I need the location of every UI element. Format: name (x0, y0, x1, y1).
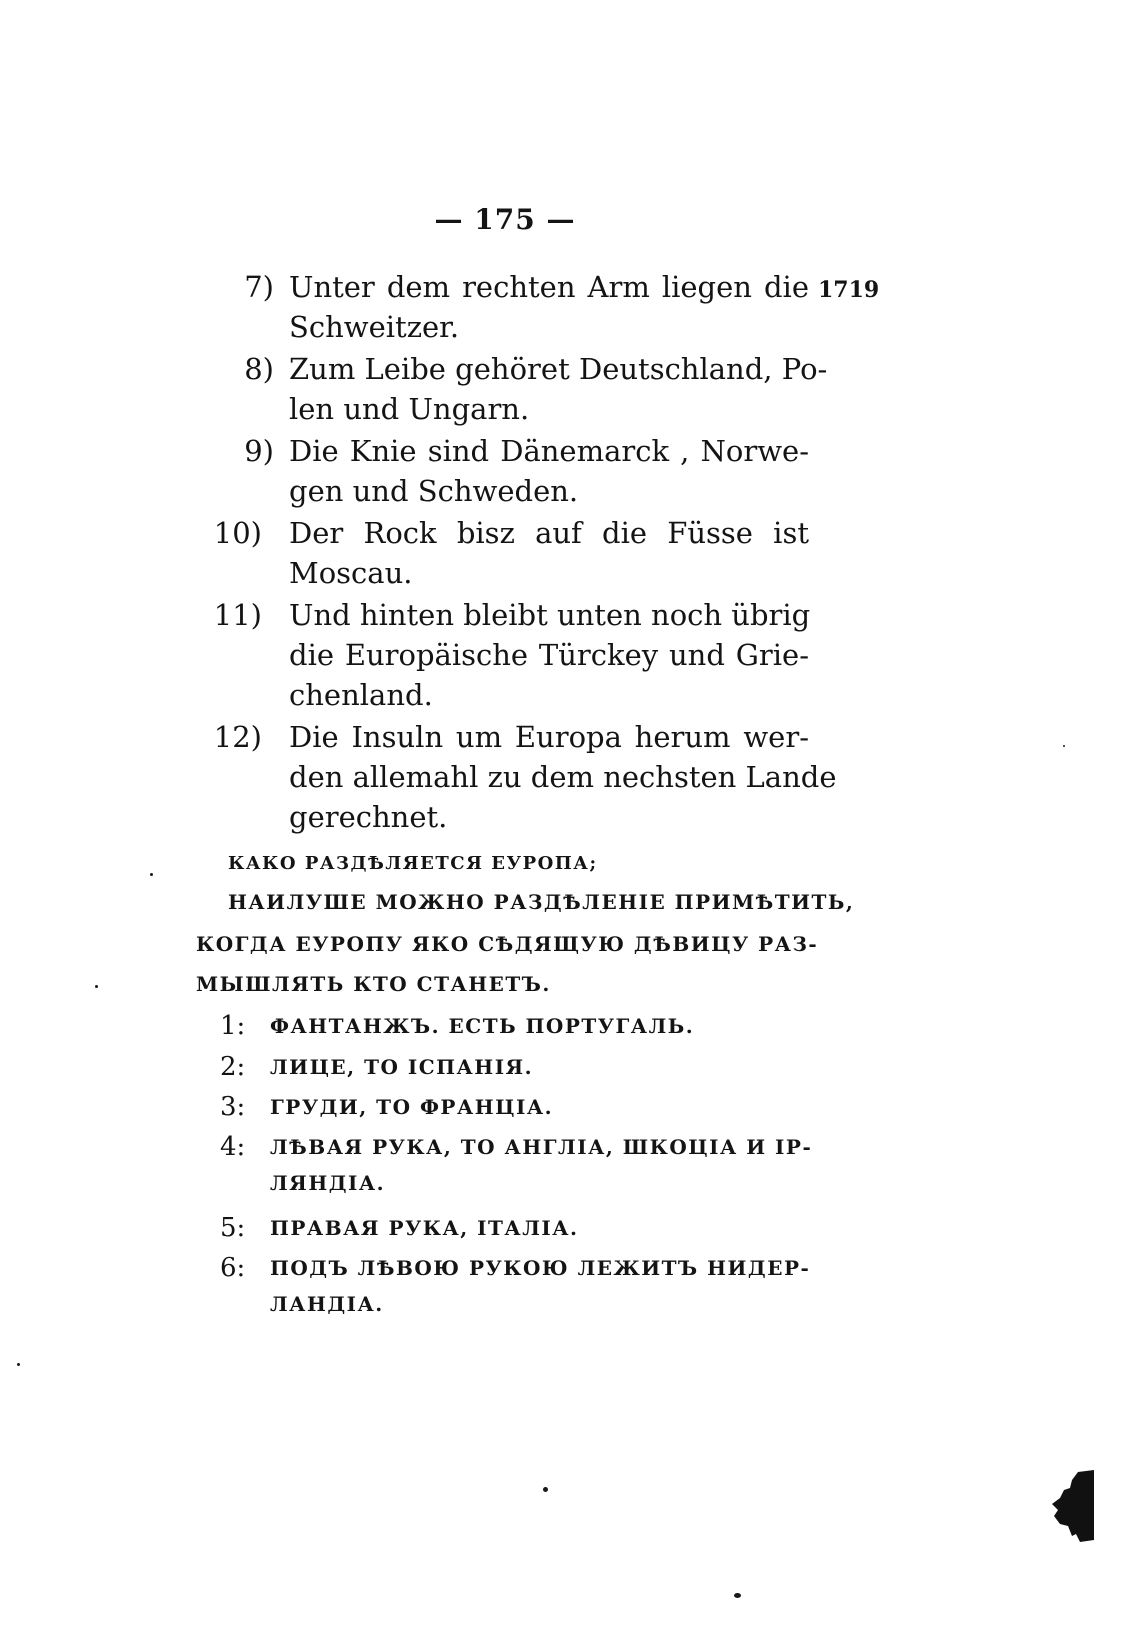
list-item-text: ПОДЪ ЛѢВОЮ РУКОЮ ЛЕЖИТЪ НИДЕР- ЛАНДІА. (270, 1256, 811, 1316)
ink-blot (1050, 1470, 1100, 1542)
list-item-text: Die Knie sind Dänemarck , Norwe- gen und Schweden. (289, 434, 809, 508)
paragraph-line: КОГДА ЕУРОПУ ЯКО СѢДЯЩУЮ ДѢВИЦУ РАЗ- (196, 932, 819, 956)
list-item-number: 4: (220, 1132, 246, 1162)
scan-speck (150, 873, 153, 876)
list-item-number: 6: (220, 1253, 246, 1283)
list-item-text: Zum Leibe gehöret Deutschland, Po- len und Ungarn. (289, 352, 828, 426)
list-item-number: 7) (244, 270, 274, 304)
paragraph-line: НАИЛУШЕ МОЖНО РАЗДѢЛЕНІЕ ПРИМѢТИТЬ, (228, 890, 855, 914)
list-item-number: 3: (220, 1092, 246, 1122)
page-number: — 175 — (434, 203, 576, 236)
list-item-text: Unter dem rechten Arm liegen die Schweitzer. (289, 270, 809, 344)
list-item-text: ЛИЦЕ, ТО ІСПАНІЯ. (270, 1055, 534, 1079)
list-item-number: 9) (244, 434, 274, 468)
list-item-number: 10) (213, 516, 262, 550)
list-item-number: 8) (244, 352, 274, 386)
scan-speck (543, 1487, 548, 1492)
list-item-text: Die Insuln um Europa herum wer- den allemahl zu dem nechsten Lande gerechnet. (289, 720, 837, 834)
section-heading: КАКО РАЗДѢЛЯЕТСЯ ЕУРОПА; (228, 853, 598, 874)
scan-speck (1063, 745, 1065, 747)
scan-speck (95, 985, 98, 988)
paragraph-line: МЫШЛЯТЬ КТО СТАНЕТЪ. (196, 972, 551, 996)
list-item-text: Und hinten bleibt unten noch übrig die Europäische Türckey und Grie- chenland. (289, 598, 811, 712)
list-item-text: ГРУДИ, ТО ФРАНЦІА. (270, 1095, 554, 1119)
scan-speck (734, 1593, 741, 1598)
margin-year: 1719 (818, 277, 880, 303)
list-item-number: 11) (213, 598, 262, 632)
list-item-text: ФАНТАНЖЪ. ЕСТЬ ПОРТУГАЛЬ. (270, 1014, 695, 1038)
list-item-text: Der Rock bisz auf die Füsse ist Moscau. (289, 516, 809, 590)
list-item-number: 5: (220, 1213, 246, 1243)
scan-speck (17, 1363, 20, 1366)
list-item-number: 1: (220, 1011, 246, 1041)
list-item-text: ПРАВАЯ РУКА, ІТАЛІА. (270, 1216, 579, 1240)
list-item-text: ЛѢВАЯ РУКА, ТО АНГЛІА, ШКОЦІА И ІР- ЛЯНДІА. (270, 1135, 813, 1195)
list-item-number: 12) (213, 720, 262, 754)
list-item-number: 2: (220, 1052, 246, 1082)
